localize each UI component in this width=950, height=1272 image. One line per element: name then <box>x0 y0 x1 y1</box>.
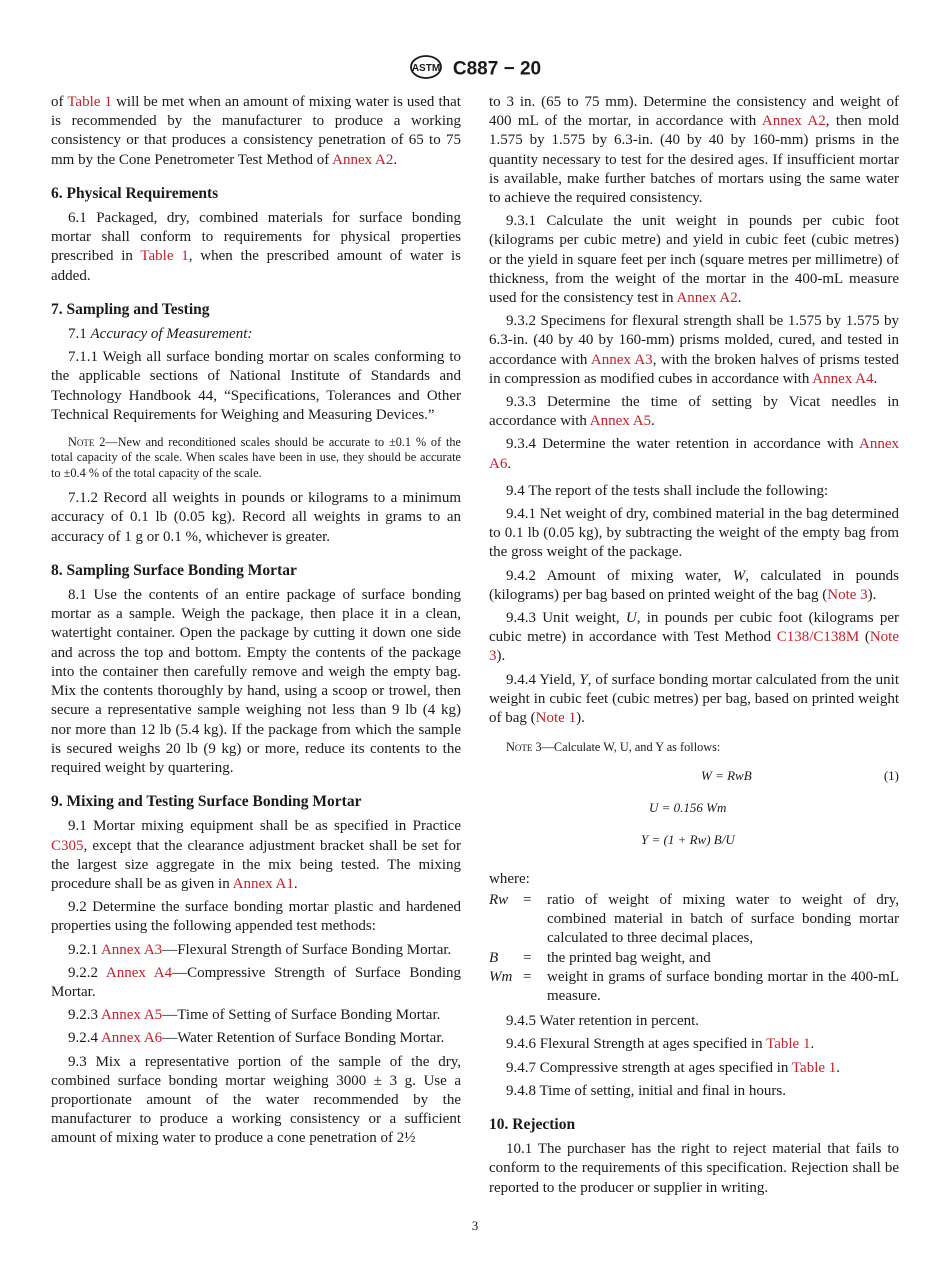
paragraph-intro: of Table 1 will be met when an amount of mixing water is used that is recommended by the manufacturer to produce a working consistency or that produces a consistency penetration of 65 to 75 mm by the Cone Penetrometer Test Method of Annex A2. <box>51 94 461 168</box>
equation-number: (1) <box>883 767 899 783</box>
table-1-link[interactable]: Table 1 <box>791 1059 837 1076</box>
table-1-link[interactable]: Table 1 <box>766 1036 811 1053</box>
paragraph-7-1-2: 7.1.2 Record all weights in pounds or kilograms to a minimum accuracy of 0.1 lb (0.05 kg). Record all weights in grams to an accuracy of 1 g or 0.1 %, whichever is greater. <box>51 490 461 545</box>
section-8-heading: 8. Sampling Surface Bonding Mortar <box>51 561 297 579</box>
note-3-link[interactable]: Note 3 <box>827 586 868 603</box>
c138-link[interactable]: C138/C138M <box>776 629 860 646</box>
paragraph-8-1: 8.1 Use the contents of an entire package of surface bonding mortar as a sample. Weigh the package, then place it in a clean, watertight container. Open the package by cutting it down one side and across the top and bottom. Empty the contents of the package into the container then carefully remove and weigh the empty bag. Mix the contents thoroughly by hand, using a scoop or trowel, then secure a representative sample weighing not less than 9 lb (4 kg) nor more than 12 lb (5.4 kg). If the package from which the sample is secured weighs 20 lb (9 kg) or more, reduce its contents to the required weight by quartering. <box>51 587 461 776</box>
c305-link[interactable]: C305 <box>51 837 84 854</box>
paragraph-9-4-2: 9.4.2 Amount of mixing water, W, calculated in pounds (kilograms) per bag based on printed weight of the bag (Note 3). <box>489 567 899 603</box>
page-number: 3 <box>471 1218 479 1233</box>
paragraph-10-1: 10.1 The purchaser has the right to reject material that fails to conform to the requirements of this specification. Rejection shall be reported to the producer or supplier in writing. <box>489 1141 899 1196</box>
section-7-heading: 7. Sampling and Testing <box>51 300 210 318</box>
section-6-heading: 6. Physical Requirements <box>51 184 219 202</box>
paragraph-9-2-3: 9.2.3 Annex A5—Time of Setting of Surface Bonding Mortar. <box>68 1007 441 1024</box>
astm-logo-icon <box>409 54 443 85</box>
paragraph-9-3: 9.3 Mix a representative portion of the sample of the dry, combined surface bonding mortar weighing 3000 ± 3 g. Use a proportionate amount of the water recommended by the manufacturer to produce a working consistency or a sufficient amount of mixing water to produce a cone penetration of 2½ <box>51 1053 461 1147</box>
annex-a4-link[interactable]: Annex A4 <box>105 964 173 981</box>
note-3: Note 3—Calculate W, U, and Y as follows: <box>506 740 721 755</box>
paragraph-9-4-6: 9.4.6 Flexural Strength at ages specified in Table 1. <box>506 1036 815 1053</box>
definition-row: Wm = weight in grams of surface bonding mortar in the 400-mL measure. <box>489 968 899 1004</box>
variable-definitions <box>489 891 899 1006</box>
section-9-heading: 9. Mixing and Testing Surface Bonding Mortar <box>51 793 362 811</box>
svg-text:ASTM: ASTM <box>411 63 441 74</box>
paragraph-9-3-2: 9.3.2 Specimens for flexural strength shall be 1.575 by 1.575 by 6.3-in. (40 by 40 by 160-mm) prisms molded, cured, and tested in accordance with Annex A3, with the broken halves of prisms tested in compression as modified cubes in accordance with Annex A4. <box>489 313 899 387</box>
paragraph-9-1: 9.1 Mortar mixing equipment shall be as specified in Practice C305, except that the clearance adjustment bracket shall be set for the largest size aggregate in the mix being tested. The mixing procedure shall be as given in Annex A1. <box>51 818 461 892</box>
paragraph-9-2-1: 9.2.1 Annex A3—Flexural Strength of Surface Bonding Mortar. <box>68 941 452 958</box>
note-3-link[interactable]: Note 3 <box>489 629 899 665</box>
paragraph-9-4-3: 9.4.3 Unit weight, U, in pounds per cubic foot (kilograms per cubic metre) in accordance with Test Method C138/C138M (Note 3). <box>489 610 899 665</box>
annex-a5-link[interactable]: Annex A5 <box>100 1007 163 1024</box>
annex-a1-link[interactable]: Annex A1 <box>232 875 294 892</box>
equation-3-text: Y = (1 + Rw) B/U <box>641 831 735 847</box>
annex-a6-link[interactable]: Annex A6 <box>100 1030 163 1047</box>
page-header <box>0 54 950 85</box>
annex-a4-link[interactable]: Annex A4 <box>812 370 874 387</box>
right-column <box>489 93 899 1202</box>
paragraph-7-1-1: 7.1.1 Weigh all surface bonding mortar on scales conforming to the applicable sections of National Institute of Standards and Technology Handbook 44, “Specifications, Tolerances and Other Technical Requirements for Weighing and Measuring Devices.” <box>51 349 461 423</box>
table-1-link[interactable]: Table 1 <box>140 248 189 265</box>
annex-a2-link[interactable]: Annex A2 <box>332 151 394 168</box>
paragraph-9-4-7: 9.4.7 Compressive strength at ages specified in Table 1. <box>506 1059 841 1076</box>
paragraph-6-1: 6.1 Packaged, dry, combined materials for surface bonding mortar shall conform to requirements for physical properties prescribed in Table 1, when the prescribed amount of water is added. <box>51 210 461 284</box>
annex-a6-link[interactable]: Annex A6 <box>489 436 899 472</box>
paragraph-9-3-1: 9.3.1 Calculate the unit weight in pounds per cubic foot (kilograms per cubic metre) and yield in cubic feet (cubic metres) or the yield in square feet per inch (square metres per millimetre) of thickness, from the weight of the mortar in the 400-mL measure used for the consistency test in Annex A2. <box>489 213 899 307</box>
annex-a3-link[interactable]: Annex A3 <box>100 941 163 958</box>
paragraph-9-3-continued: to 3 in. (65 to 75 mm). Determine the consistency and weight of 400 mL of the mortar, in accordance with Annex A2, then mold 1.575 by 1.575 by 6.3-in. (40 by 40 by 160-mm) prisms in the quantity necessary to test for the desired ages. If insufficient mortar is available, make further batches of mortars using the same water to achieve the required consistency. <box>489 94 899 207</box>
paragraph-9-4-5: 9.4.5 Water retention in percent. <box>506 1013 700 1030</box>
annex-a3-link[interactable]: Annex A3 <box>590 351 653 368</box>
standard-designation: C887 − 20 <box>452 58 542 80</box>
paragraph-9-4: 9.4 The report of the tests shall include the following: <box>506 482 829 499</box>
paragraph-9-3-4: 9.3.4 Determine the water retention in accordance with Annex A6. <box>489 436 899 472</box>
equation-2-text: U = 0.156 Wm <box>649 799 727 815</box>
paragraph-9-4-8: 9.4.8 Time of setting, initial and final in hours. <box>506 1082 786 1099</box>
equation-1 <box>489 764 899 796</box>
note-1-link[interactable]: Note 1 <box>535 710 577 727</box>
section-10-heading: 10. Rejection <box>489 1115 576 1133</box>
paragraph-7-1: 7.1 Accuracy of Measurement: <box>68 326 253 343</box>
paragraph-9-2-2: 9.2.2 Annex A4—Compressive Strength of Surface Bonding Mortar. <box>51 964 461 1000</box>
paragraph-9-2: 9.2 Determine the surface bonding mortar plastic and hardened properties using the following appended test methods: <box>51 899 461 935</box>
annex-a2-link[interactable]: Annex A2 <box>761 113 826 130</box>
paragraph-9-2-4: 9.2.4 Annex A6—Water Retention of Surface Bonding Mortar. <box>68 1030 445 1047</box>
definition-row: B = the printed bag weight, and <box>489 949 711 966</box>
table-1-link[interactable]: Table 1 <box>67 94 112 110</box>
paragraph-9-3-3: 9.3.3 Determine the time of setting by Vicat needles in accordance with Annex A5. <box>489 394 899 430</box>
note-2: Note 2—New and reconditioned scales should be accurate to ±0.1 % of the total capacity of the scale. When scales have been in use, they should be accurate to ±0.4 % of the total capacity of the scale. <box>51 435 461 480</box>
equation-3 <box>489 828 899 860</box>
equation-1-text: W = RwB <box>701 767 752 783</box>
left-column <box>51 93 461 1153</box>
annex-a5-link[interactable]: Annex A5 <box>589 413 652 430</box>
paragraph-9-4-4: 9.4.4 Yield, Y, of surface bonding mortar calculated from the unit weight in cubic feet (cubic metres) per bag, based on printed weight of bag (Note 1). <box>489 671 899 727</box>
annex-a2-link[interactable]: Annex A2 <box>676 290 738 307</box>
paragraph-9-4-1: 9.4.1 Net weight of dry, combined material in the bag determined to 0.1 lb (0.05 kg), by subtracting the weight of the empty bag from the gross weight of the package. <box>489 506 899 561</box>
where-label: where: <box>489 870 530 887</box>
equation-2 <box>489 796 899 828</box>
definition-row: Rw = ratio of weight of mixing water to weight of dry, combined material in batch of surface bonding mortar calculated to three decimal places, <box>489 891 899 947</box>
